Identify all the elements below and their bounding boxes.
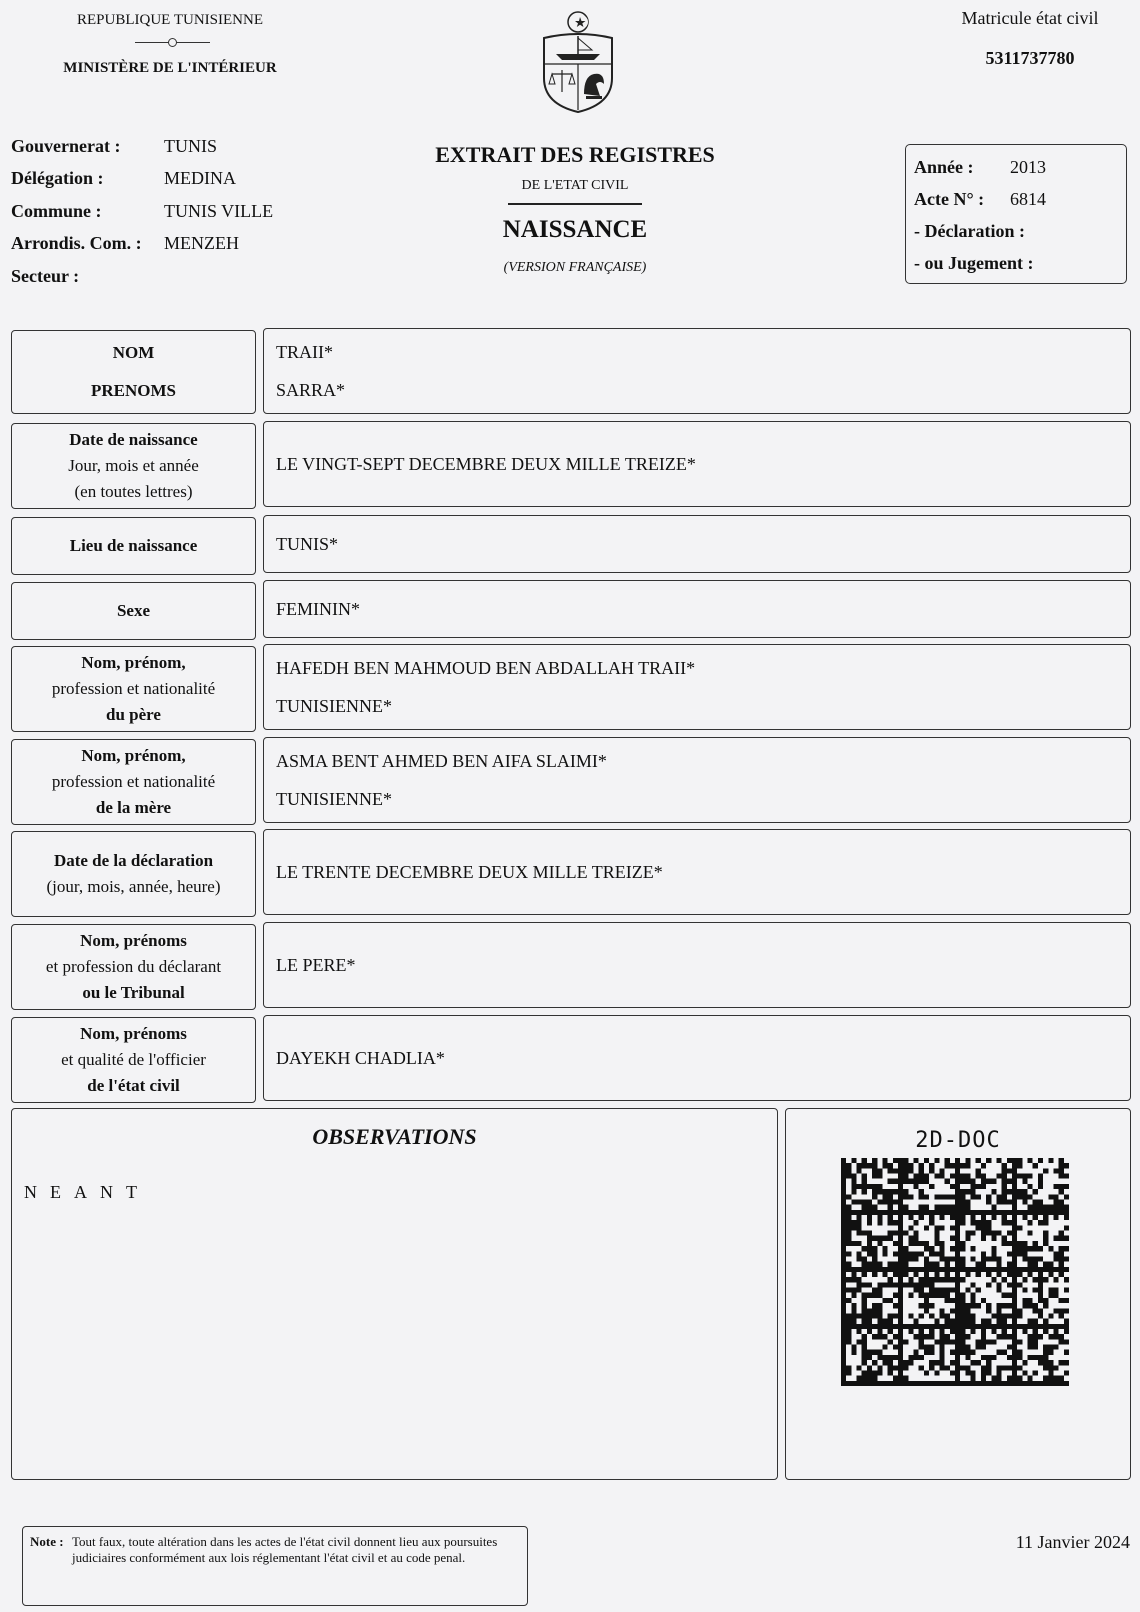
republic-heading: REPUBLIQUE TUNISIENNE <box>77 12 263 28</box>
nom-prenoms-value-cell <box>263 328 1131 414</box>
lieu-naissance-value-cell <box>263 515 1131 573</box>
nom-prenoms-label-cell <box>11 330 256 414</box>
date-naissance-sublabel: Jour, mois et année <box>68 456 199 475</box>
arrondissement-label: Arrondis. Com. : <box>11 233 142 253</box>
declaration-date-label: Date de la déclaration <box>53 851 214 870</box>
mere-value-cell <box>263 737 1131 823</box>
declarant-sublabel: et profession du déclarant <box>45 957 222 976</box>
sexe-label: Sexe <box>116 601 151 620</box>
acte-number-label: Acte N° : <box>914 189 985 209</box>
observations-value: NEANT <box>24 1182 150 1202</box>
sexe-value: FEMININ* <box>276 599 360 619</box>
pere-sublabel: profession et nationalité <box>51 679 216 698</box>
declaration-label: - Déclaration : <box>914 221 1025 241</box>
document-type: NAISSANCE <box>502 216 648 243</box>
mere-name-value: ASMA BENT AHMED BEN AIFA SLAIMI* <box>276 751 607 771</box>
prenoms-value: SARRA* <box>276 380 346 400</box>
mere-label-cell <box>11 739 256 825</box>
matricule-label: Matricule état civil <box>961 8 1099 28</box>
officier-value-cell <box>263 1015 1131 1101</box>
delegation-value: MEDINA <box>164 168 236 188</box>
secteur-label: Secteur : <box>11 266 80 286</box>
mere-nationality-value: TUNISIENNE* <box>276 789 392 809</box>
tunisia-coat-of-arms-icon <box>538 6 618 116</box>
declarant-value: LE PERE* <box>276 955 356 975</box>
ministry-heading: MINISTÈRE DE L'INTÉRIEUR <box>63 60 277 76</box>
pere-nationality-value: TUNISIENNE* <box>276 696 392 716</box>
commune-value: TUNIS VILLE <box>164 201 274 221</box>
declarant-label-cell <box>11 924 256 1010</box>
version-note: (VERSION FRANÇAISE) <box>503 260 647 275</box>
document-subtitle: DE L'ETAT CIVIL <box>521 178 629 193</box>
date-naissance-label: Date de naissance <box>69 430 198 449</box>
declaration-date-label-cell <box>11 831 256 917</box>
declarant-label: Nom, prénoms <box>80 931 187 950</box>
annee-value: 2013 <box>1010 157 1046 177</box>
pere-sublabel-2: du père <box>106 705 161 724</box>
commune-label: Commune : <box>11 201 102 221</box>
declarant-sublabel-2: ou le Tribunal <box>82 983 185 1002</box>
nom-value: TRAII* <box>276 342 333 362</box>
declaration-date-sublabel: (jour, mois, année, heure) <box>46 877 221 896</box>
lieu-naissance-label-cell <box>11 517 256 575</box>
declarant-value-cell <box>263 922 1131 1008</box>
lieu-naissance-label: Lieu de naissance <box>69 536 198 555</box>
arrondissement-value: MENZEH <box>164 233 239 253</box>
note-label: Note : <box>30 1534 64 1549</box>
officier-sublabel: et qualité de l'officier <box>61 1050 206 1069</box>
sexe-label-cell <box>11 582 256 640</box>
prenoms-label: PRENOMS <box>91 381 176 400</box>
gouvernerat-value: TUNIS <box>164 136 217 156</box>
date-naissance-label-cell <box>11 423 256 509</box>
date-naissance-sublabel-2: (en toutes lettres) <box>74 482 193 501</box>
delegation-label: Délégation : <box>11 168 104 188</box>
declaration-date-value: LE TRENTE DECEMBRE DEUX MILLE TREIZE* <box>276 862 663 882</box>
matricule-value: 5311737780 <box>985 48 1075 68</box>
officier-label-cell <box>11 1017 256 1103</box>
observations-box <box>11 1108 778 1480</box>
mere-sublabel: profession et nationalité <box>51 772 216 791</box>
title-underline <box>508 203 642 205</box>
doc2d-title: 2D-DOC <box>915 1128 1001 1153</box>
mere-label: Nom, prénom, <box>81 746 186 765</box>
pere-value-cell <box>263 644 1131 730</box>
datamatrix-barcode-icon <box>841 1158 1069 1386</box>
officier-label: Nom, prénoms <box>80 1024 187 1043</box>
issue-date: 11 Janvier 2024 <box>1015 1532 1130 1552</box>
header-divider-dot <box>168 38 177 47</box>
observations-title: OBSERVATIONS <box>312 1124 477 1149</box>
gouvernerat-label: Gouvernerat : <box>11 136 121 156</box>
jugement-label: - ou Jugement : <box>914 253 1034 273</box>
document-title: EXTRAIT DES REGISTRES <box>435 142 715 167</box>
officier-value: DAYEKH CHADLIA* <box>276 1048 445 1068</box>
date-naissance-value-cell <box>263 421 1131 507</box>
officier-sublabel-2: de l'état civil <box>87 1076 180 1095</box>
sexe-value-cell <box>263 580 1131 638</box>
declaration-date-value-cell <box>263 829 1131 915</box>
lieu-naissance-value: TUNIS* <box>276 534 338 554</box>
pere-label-cell <box>11 646 256 732</box>
date-naissance-value: LE VINGT-SEPT DECEMBRE DEUX MILLE TREIZE* <box>276 454 696 474</box>
nom-label: NOM <box>112 343 155 362</box>
note-text: Tout faux, toute altération dans les actes de l'état civil donnent lieu aux poursuites judiciaires conformément aux lois réglementant l'état civil et au code penal. <box>72 1534 498 1565</box>
mere-sublabel-2: de la mère <box>95 798 172 817</box>
acte-number-value: 6814 <box>1010 189 1046 209</box>
pere-name-value: HAFEDH BEN MAHMOUD BEN ABDALLAH TRAII* <box>276 658 696 678</box>
annee-label: Année : <box>914 157 974 177</box>
pere-label: Nom, prénom, <box>81 653 186 672</box>
